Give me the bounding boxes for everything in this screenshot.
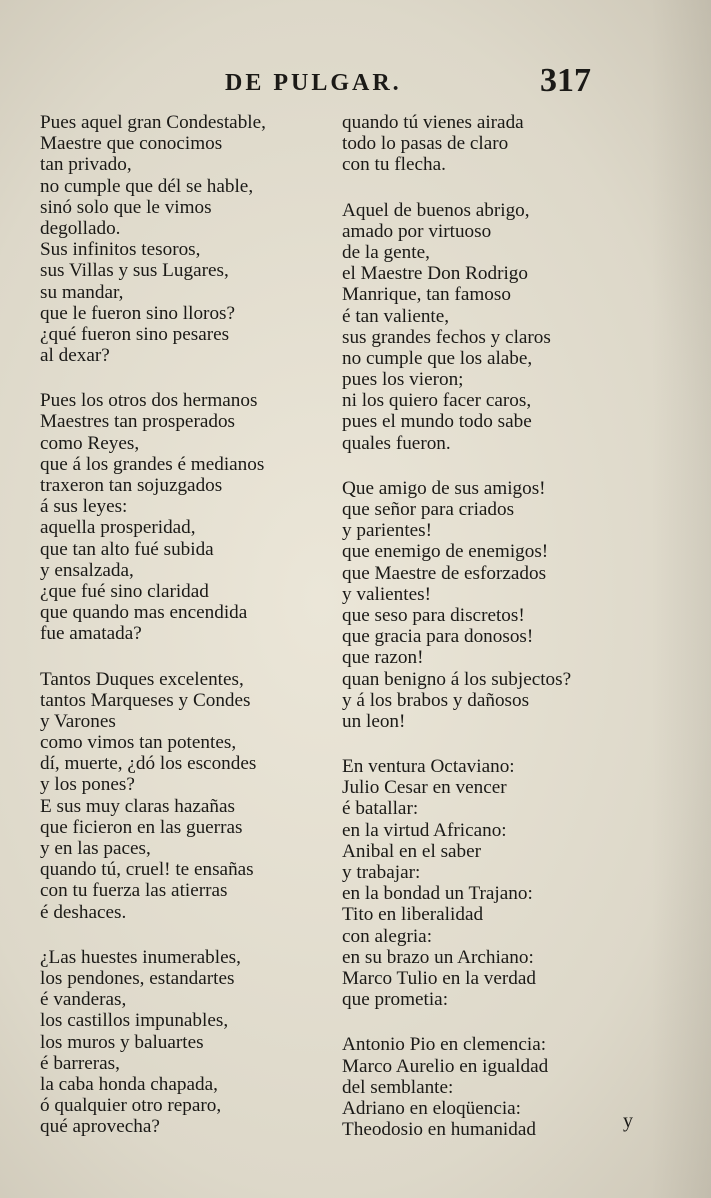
verse-line: y trabajar: bbox=[342, 862, 421, 883]
verse-line: Maestres tan prosperados bbox=[40, 411, 236, 433]
verse-line: que ficieron en las guerras bbox=[40, 816, 243, 838]
verse-line: los pendones, estandartes bbox=[40, 967, 235, 989]
page-header bbox=[0, 62, 711, 102]
verse-line: en la virtud Africano: bbox=[342, 819, 507, 841]
verse-line: dí, muerte, ¿dó los escondes bbox=[40, 753, 257, 775]
verse-line: traxeron tan sojuzgados bbox=[40, 475, 223, 496]
verse-line: Theodosio en humanidad bbox=[342, 1119, 536, 1141]
stanza bbox=[342, 200, 642, 454]
verse-line: de la gente, bbox=[342, 241, 430, 263]
stanza bbox=[40, 112, 340, 366]
verse-line: é vanderas, bbox=[40, 989, 127, 1011]
verse-line: todo lo pasas de claro bbox=[342, 133, 509, 155]
verse-line: Anibal en el saber bbox=[342, 840, 482, 862]
verse-line: Adriano en eloqüencia: bbox=[342, 1097, 522, 1119]
verse-line: á sus leyes: bbox=[40, 496, 128, 518]
verse-line: al dexar? bbox=[40, 345, 110, 367]
verse-line: é barreras, bbox=[40, 1052, 120, 1074]
left-column bbox=[40, 112, 340, 1161]
verse-line: y parientes! bbox=[342, 520, 433, 542]
verse-line: degollado. bbox=[40, 217, 121, 239]
verse-line: E sus muy claras hazañas bbox=[40, 795, 236, 817]
verse-line: Maestre que conocimos bbox=[40, 133, 223, 155]
verse-line: Pues aquel gran Condestable, bbox=[40, 112, 266, 133]
verse-line: Marco Tulio en la verdad bbox=[342, 967, 536, 989]
verse-line: Aquel de buenos abrigo, bbox=[342, 199, 530, 221]
verse-line: ni los quiero facer caros, bbox=[342, 390, 532, 412]
verse-line: amado por virtuoso bbox=[342, 220, 492, 242]
stanza bbox=[342, 112, 642, 176]
verse-line: como Reyes, bbox=[40, 432, 140, 454]
verse-line: Marco Aurelio en igualdad bbox=[342, 1055, 549, 1077]
verse-line: y ensalzada, bbox=[40, 559, 134, 581]
verse-line: un leon! bbox=[342, 710, 406, 732]
verse-line: sinó solo que le vimos bbox=[40, 196, 212, 218]
stanza bbox=[40, 669, 340, 923]
verse-line: ¿que fué sino claridad bbox=[40, 580, 209, 602]
verse-line: Que amigo de sus amigos! bbox=[342, 477, 546, 499]
verse-line: y los pones? bbox=[40, 774, 135, 796]
verse-line: quando tú vienes airada bbox=[342, 112, 524, 133]
verse-line: aquella prosperidad, bbox=[40, 517, 196, 539]
verse-line: tan privado, bbox=[40, 154, 132, 176]
verse-line: ó qualquier otro reparo, bbox=[40, 1095, 222, 1117]
verse-line: sus grandes fechos y claros bbox=[342, 326, 551, 348]
verse-line: no cumple que dél se hable, bbox=[40, 175, 254, 197]
verse-line: con tu flecha. bbox=[342, 154, 446, 176]
verse-line: con alegria: bbox=[342, 925, 433, 947]
verse-line: en su brazo un Archiano: bbox=[342, 946, 534, 968]
verse-line: como vimos tan potentes, bbox=[40, 732, 237, 754]
verse-line: quales fueron. bbox=[342, 432, 451, 454]
verse-line: no cumple que los alabe, bbox=[342, 347, 533, 369]
verse-line: que á los grandes é medianos bbox=[40, 453, 265, 475]
verse-line: Manrique, tan famoso bbox=[342, 284, 511, 306]
verse-line: que quando mas encendida bbox=[40, 602, 248, 624]
stanza bbox=[40, 390, 340, 644]
verse-line: su mandar, bbox=[40, 281, 124, 303]
verse-line: con tu fuerza las atierras bbox=[40, 880, 228, 902]
right-column bbox=[342, 112, 642, 1164]
verse-line: pues el mundo todo sabe bbox=[342, 411, 532, 433]
verse-line: la caba honda chapada, bbox=[40, 1073, 218, 1095]
verse-line: fue amatada? bbox=[40, 623, 142, 645]
verse-line: qué aprovecha? bbox=[40, 1116, 160, 1138]
verse-line: en la bondad un Trajano: bbox=[342, 883, 533, 905]
verse-line: Antonio Pio en clemencia: bbox=[342, 1034, 547, 1056]
page-edge-shadow bbox=[651, 0, 711, 1198]
verse-line: En ventura Octaviano: bbox=[342, 756, 515, 778]
verse-line: ¿Las huestes inumerables, bbox=[40, 946, 241, 968]
verse-line: quan benigno á los subjectos? bbox=[342, 668, 572, 690]
verse-line: quando tú, cruel! te ensañas bbox=[40, 859, 254, 881]
running-title: DE PULGAR. bbox=[225, 70, 402, 96]
verse-line: é deshaces. bbox=[40, 901, 127, 923]
verse-line: los castillos impunables, bbox=[40, 1010, 229, 1032]
page-number: 317 bbox=[540, 62, 591, 99]
verse-line: que Maestre de esforzados bbox=[342, 562, 547, 584]
verse-line: los muros y baluartes bbox=[40, 1031, 204, 1053]
stanza bbox=[40, 947, 340, 1138]
verse-line: Tantos Duques excelentes, bbox=[40, 668, 244, 690]
verse-line: é tan valiente, bbox=[342, 305, 450, 327]
verse-line: pues los vieron; bbox=[342, 369, 464, 391]
verse-line: que gracia para donosos! bbox=[342, 626, 534, 648]
stanza bbox=[342, 756, 642, 1010]
stanza bbox=[342, 1034, 642, 1140]
catchword: y bbox=[623, 1110, 633, 1132]
verse-line: tantos Marqueses y Condes bbox=[40, 689, 251, 711]
verse-line: ¿qué fueron sino pesares bbox=[40, 323, 230, 345]
verse-line: que prometia: bbox=[342, 989, 449, 1011]
verse-line: y Varones bbox=[40, 710, 116, 732]
verse-line: que señor para criados bbox=[342, 499, 515, 520]
verse-line: que le fueron sino lloros? bbox=[40, 302, 236, 324]
verse-line: del semblante: bbox=[342, 1076, 454, 1098]
stanza bbox=[342, 478, 642, 732]
verse-line: que razon! bbox=[342, 647, 424, 669]
verse-line: que enemigo de enemigos! bbox=[342, 541, 549, 563]
verse-line: que seso para discretos! bbox=[342, 604, 525, 626]
verse-line: que tan alto fué subida bbox=[40, 538, 214, 560]
verse-line: Sus infinitos tesoros, bbox=[40, 239, 201, 261]
verse-line: Pues los otros dos hermanos bbox=[40, 390, 258, 412]
verse-line: y á los brabos y dañosos bbox=[342, 689, 530, 711]
verse-line: sus Villas y sus Lugares, bbox=[40, 260, 229, 282]
verse-line: el Maestre Don Rodrigo bbox=[342, 263, 528, 285]
verse-line: y en las paces, bbox=[40, 838, 151, 859]
verse-line: Julio Cesar en vencer bbox=[342, 777, 507, 799]
verse-line: y valientes! bbox=[342, 583, 431, 605]
verse-line: é batallar: bbox=[342, 798, 419, 820]
verse-line: Tito en liberalidad bbox=[342, 904, 484, 926]
